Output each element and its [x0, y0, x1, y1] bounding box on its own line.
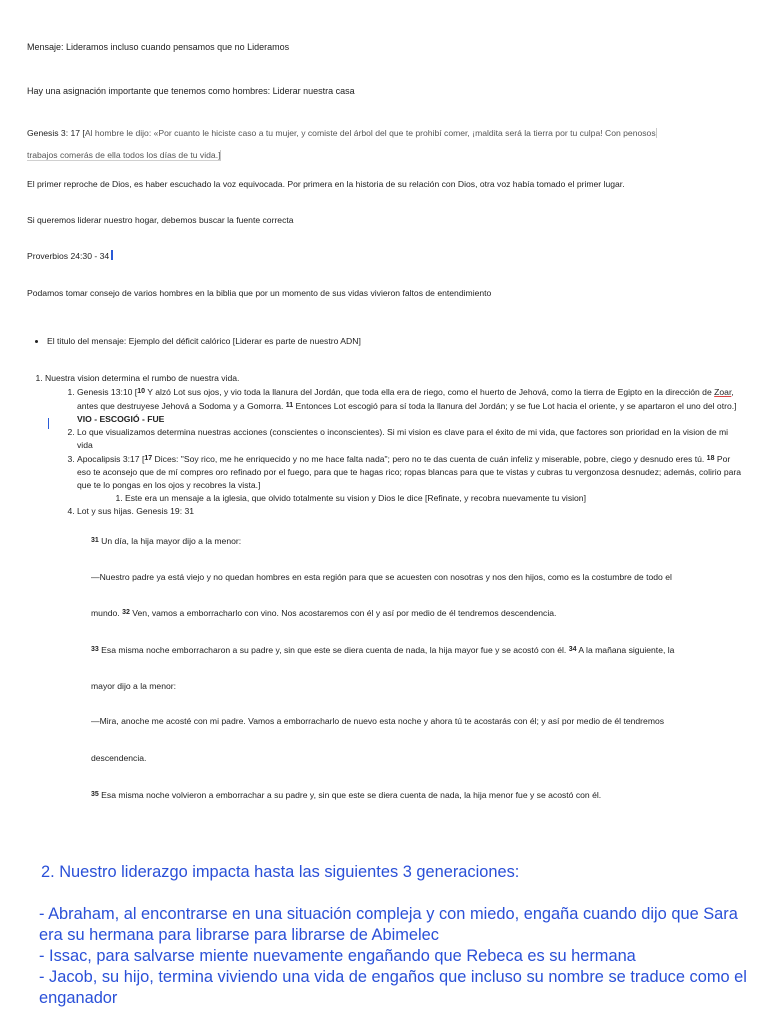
bullet-title: • El titulo del mensaje: Ejemplo del déficit calórico [Liderar es parte de nuestro ADN]: [47, 335, 747, 348]
verse-text: Ven, vamos a emborracharlo con vino. Nos acostaremos con él y así por medio de él tendremos descendencia.: [129, 608, 557, 618]
reproche-line: El primer reproche de Dios, es haber escuchado la voz equivocada. Por primera en la historia de su relación con Dios, otra voz había tomado el primer lugar.: [27, 179, 625, 189]
verse-text: , antes que destruyese Jehová a Sodoma y a Gomorra.: [77, 387, 734, 411]
podamos-line: Podamos tomar consejo de varios hombres en la biblia que por un momento de sus vidas vivieron faltos de entendimiento: [27, 288, 492, 298]
genesis-text-a: Al hombre le dijo: «Por cuanto le hiciste caso a tu mujer, y comiste del árbol del que te prohibí comer, ¡maldita será la tierra por tu culpa! Con penosos: [84, 128, 656, 138]
main-points-list: [27, 372, 745, 518]
verse-31: [91, 534, 741, 548]
verse-number: 10: [137, 388, 145, 395]
genesis-ref: Genesis 3: 17 [: [27, 128, 85, 138]
verse-number: 35: [91, 791, 99, 798]
point-1-1: [77, 385, 745, 426]
verse-text: Por eso te aconsejo que de mí compres oro refinado por el fuego, para que te hagas rico; ropas blancas para que te vistas y cubras tu vergonzosa desnudez; además, colirio para que te lo pongas en los ojos y recobres la vista.]: [77, 454, 742, 490]
point-2-heading: 2. Nuestro liderazgo impacta hasta las siguientes 3 generaciones:: [41, 863, 520, 881]
point-1-4: 4. Lot y sus hijas. Genesis 19: 31: [77, 505, 745, 518]
quote-1: —Nuestro padre ya está viejo y no quedan hombres en esta región para que se acuesten con nosotras y nos den hijos, como es la costumbre de todo el: [91, 572, 672, 582]
blank-line: [41, 883, 761, 904]
verse-text: Y alzó Lot sus ojos, y vio toda la llanura del Jordán, que toda ella era de riego, como el huerto de Jehová, como la tierra de Egipto en la dirección de: [145, 387, 715, 397]
point-1: [45, 372, 745, 518]
verse-number: 18: [706, 455, 715, 462]
verse-text: Entonces Lot escogió para sí toda la llanura del Jordán; y se fue Lot hacia el oriente, y se apartaron el uno del otro.]: [293, 401, 737, 411]
spellcheck-word: Zoar: [714, 387, 732, 397]
verse-text: A la mañana siguiente, la: [576, 645, 675, 655]
verse-number: 17: [144, 455, 153, 462]
point-2-item-jacob: - Jacob, su hijo, termina viviendo una vida de engaños que incluso su nombre se traduce como el enganador: [39, 968, 747, 1007]
verse-text: Esa misma noche volvieron a emborrachar a su padre y, sin que este se diera cuenta de nada, la hija menor fue y se acostó con él.: [98, 790, 602, 800]
emphasis-text: VIO - ESCOGIÓ - FUE: [77, 414, 165, 424]
verse-text: Un día, la hija mayor dijo a la menor:: [98, 536, 242, 546]
point-1-sublist: [45, 385, 745, 518]
point-1-3-sublist: [77, 492, 745, 505]
point-1-2: 2. Lo que visualizamos determina nuestras acciones (conscientes o inconscientes). Si mi vision es clave para el éxito de mi vida, que factores son prioridad en la vision de mi vida: [77, 426, 745, 452]
verse-number: 11: [285, 402, 294, 409]
genesis-text-b: trabajos comerás de ella todos los días de tu vida.]: [27, 150, 221, 160]
apocalipsis-ref: Apocalipsis 3:17 [: [77, 454, 145, 464]
text-cursor: [111, 250, 113, 260]
point-1-title: Nuestra vision determina el rumbo de nuestra vida.: [45, 373, 240, 383]
proverbios-ref: Proverbios 24:30 - 34: [27, 251, 110, 261]
verse-number: 33: [91, 646, 99, 653]
verse-33-34: [91, 643, 741, 657]
point-2-item-issac: - Issac, para salvarse miente nuevamente engañando que Rebeca es su hermana: [39, 947, 636, 965]
verse-text: mundo.: [91, 608, 123, 618]
genesis-3-17-line: [27, 127, 747, 140]
verse-text: Esa misma noche emborracharon a su padre y, sin que este se diera cuenta de nada, la hija mayor fue y se acostó con él.: [98, 645, 569, 655]
genesis-13-ref: Genesis 13:10 [: [77, 387, 138, 397]
point-1-3-1: 1. Este era un mensaje a la iglesia, que olvido totalmente su vision y Dios le dice [Refinate, y recobra nuevamente tu vision]: [125, 492, 745, 505]
verse-35: [91, 788, 741, 802]
verse-number: 32: [122, 609, 130, 616]
verse-number: 31: [91, 537, 99, 544]
liderar-line: Si queremos liderar nuestro hogar, debemos buscar la fuente correcta: [27, 215, 294, 225]
genesis-3-17-line-2: [27, 149, 747, 162]
verse-34-cont: mayor dijo a la menor:: [91, 681, 177, 691]
verse-32: [91, 606, 741, 620]
proverbios-line: [27, 250, 747, 263]
message-title: Mensaje: Lideramos incluso cuando pensamos que no Lideramos: [27, 42, 290, 52]
point-1-3: [77, 452, 745, 505]
assignment-line: Hay una asignación importante que tenemos como hombres: Liderar nuestra casa: [27, 86, 355, 96]
verse-number: 34: [568, 646, 577, 653]
verse-text: Dices: "Soy rico, me he enriquecido y no me hace falta nada"; pero no te das cuenta de cuán infeliz y miserable, pobre, ciego y desnudo eres tú.: [152, 454, 707, 464]
point-2-item-abraham: - Abraham, al encontrarse en una situación compleja y con miedo, engaña cuando dijo que Sara era su hermana para librarse para librarse de Abimelec: [39, 905, 738, 944]
point-2-section: [41, 862, 761, 1009]
quote-2-cont: descendencia.: [91, 753, 147, 763]
bullet-list: [27, 335, 747, 348]
quote-2: —Mira, anoche me acosté con mi padre. Vamos a emborracharlo de nuevo esta noche y ahora tú te acostarás con él; y así por medio de él tendremos: [91, 716, 665, 726]
